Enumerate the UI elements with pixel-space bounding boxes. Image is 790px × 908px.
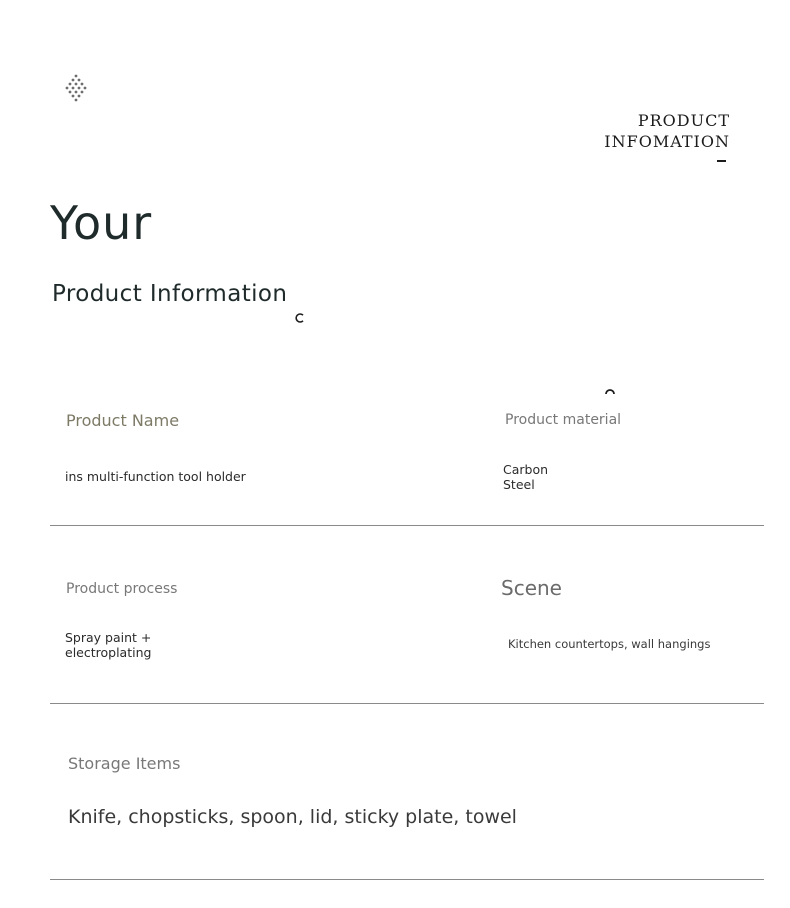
storage-items-value: Knife, chopsticks, spoon, lid, sticky plate, towel <box>68 806 517 828</box>
product-material-value <box>503 462 548 492</box>
material-value-line-1: Carbon <box>503 462 549 477</box>
diamond-dot-logo-icon <box>63 73 89 103</box>
brand-line-2: INFOMATION <box>604 132 730 151</box>
product-process-label: Product process <box>66 581 178 597</box>
brand-underline-dash <box>717 160 726 162</box>
divider-3 <box>50 879 764 880</box>
divider-2 <box>50 703 764 704</box>
scene-label: Scene <box>501 576 562 600</box>
page-subtitle: Product Information <box>52 281 288 307</box>
material-value-line-2: Steel <box>503 477 535 492</box>
process-value-line-1: Spray paint + <box>65 630 152 645</box>
brand-line-1: PRODUCT <box>637 111 730 130</box>
page-title: Your <box>50 196 153 250</box>
scene-value: Kitchen countertops, wall hangings <box>508 637 711 651</box>
process-value-line-2: electroplating <box>65 645 152 660</box>
product-process-value <box>65 630 151 660</box>
decorative-arc-mark-icon <box>604 387 616 396</box>
product-material-label: Product material <box>505 412 622 428</box>
divider-1 <box>50 525 764 526</box>
storage-items-label: Storage Items <box>68 754 181 773</box>
brand-heading <box>604 110 730 152</box>
decorative-c-mark-icon <box>294 312 306 324</box>
product-name-label: Product Name <box>66 411 180 430</box>
product-name-value: ins multi-function tool holder <box>65 469 246 484</box>
